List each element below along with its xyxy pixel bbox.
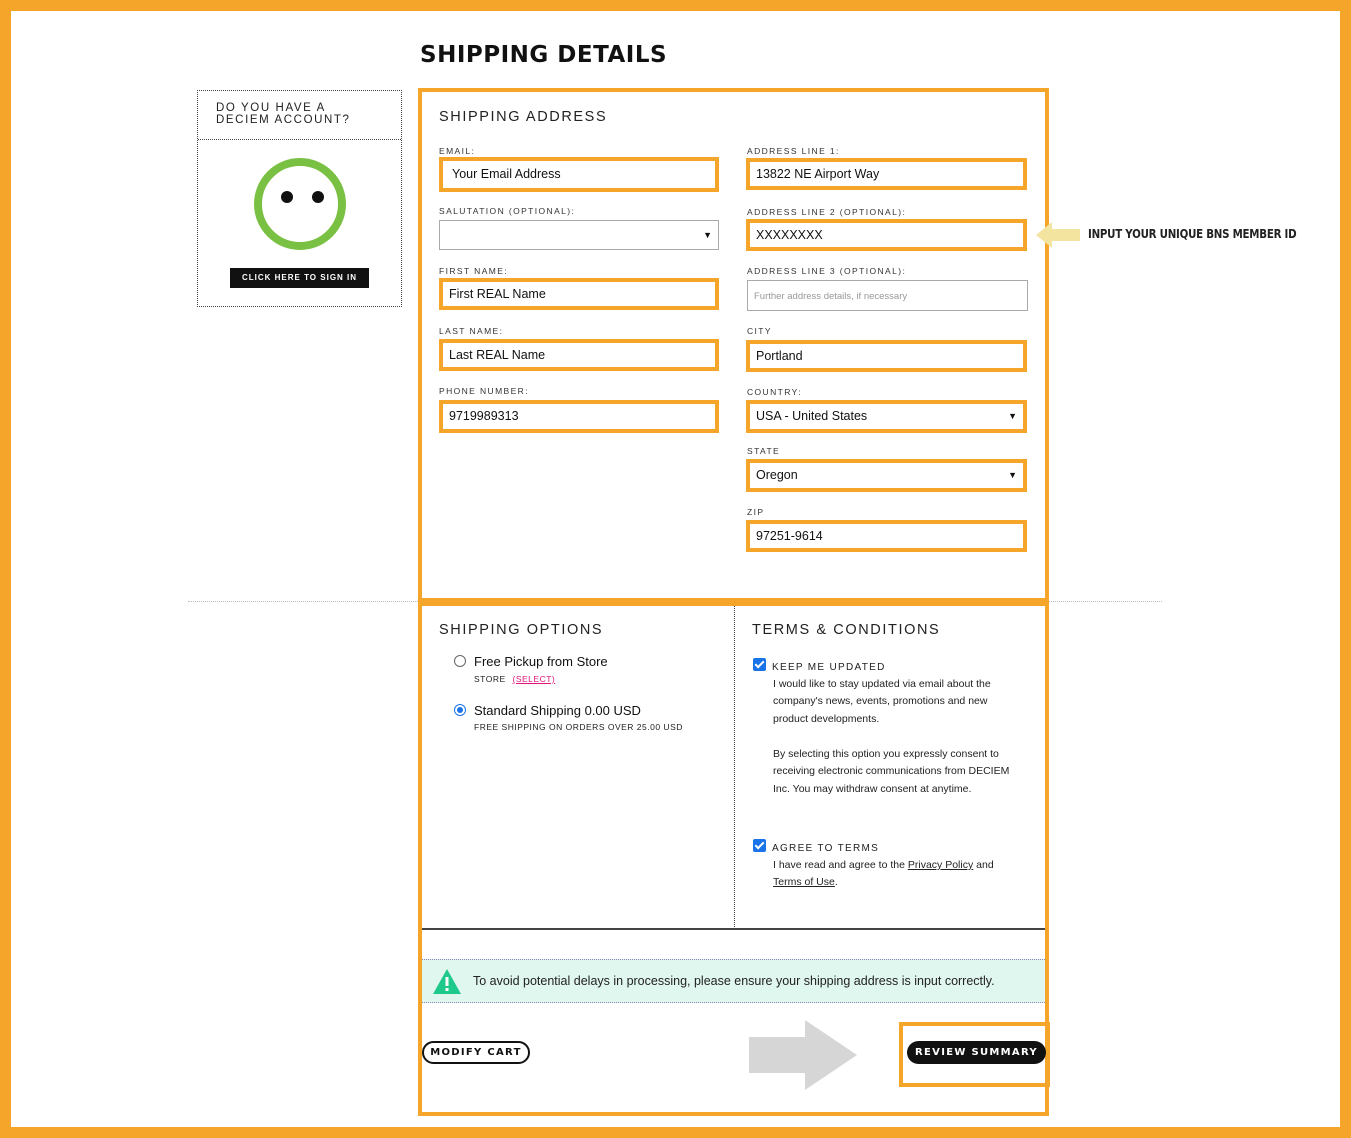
account-heading: DO YOU HAVE A DECIEM ACCOUNT? [198, 91, 401, 140]
standard-shipping-sub: FREE SHIPPING ON ORDERS OVER 25.00 USD [474, 722, 683, 732]
review-summary-button[interactable]: REVIEW SUMMARY [907, 1041, 1046, 1064]
member-id-hint: INPUT YOUR UNIQUE BNS MEMBER ID [1088, 226, 1297, 241]
arrow-right-icon [749, 1020, 857, 1090]
first-name-field[interactable]: First REAL Name [439, 278, 719, 310]
column-divider [734, 606, 735, 929]
city-label: CITY [747, 326, 772, 336]
pickup-radio[interactable] [454, 655, 466, 667]
page-title: SHIPPING DETAILS [420, 42, 668, 68]
smiley-icon [254, 158, 346, 250]
notice-text: To avoid potential delays in processing, please ensure your shipping address is input correctly. [473, 974, 995, 988]
standard-shipping-label: Standard Shipping 0.00 USD [474, 703, 641, 718]
keep-updated-title: KEEP ME UPDATED [772, 662, 886, 673]
shipping-address-title: SHIPPING ADDRESS [439, 109, 608, 125]
phone-label: PHONE NUMBER: [439, 386, 529, 396]
address-line1-label: ADDRESS LINE 1: [747, 146, 840, 156]
agree-prefix: I have read and agree to the [773, 859, 908, 871]
arrow-left-icon [1036, 222, 1080, 248]
agree-terms-checkbox[interactable] [753, 839, 766, 852]
last-name-field[interactable]: Last REAL Name [439, 339, 719, 371]
agree-and: and [973, 859, 994, 871]
agree-terms-text [773, 857, 1013, 892]
salutation-select[interactable] [439, 220, 719, 250]
modify-cart-button[interactable]: MODIFY CART [422, 1041, 530, 1064]
section-divider [422, 928, 1045, 930]
chevron-down-icon: ▼ [1008, 411, 1017, 421]
state-label: STATE [747, 446, 781, 456]
privacy-policy-link[interactable]: Privacy Policy [907, 859, 974, 871]
pickup-store-label: STORE [474, 674, 506, 684]
pickup-label: Free Pickup from Store [474, 654, 608, 669]
state-value: Oregon [756, 468, 798, 482]
address-notice [422, 959, 1045, 1003]
state-select[interactable] [746, 459, 1027, 492]
zip-label: ZIP [747, 507, 765, 517]
keep-updated-text: I would like to stay updated via email about the company's news, events, promotions and new product developments. [773, 678, 991, 725]
shipping-options-title: SHIPPING OPTIONS [439, 622, 604, 638]
country-value: USA - United States [756, 409, 868, 423]
salutation-label: SALUTATION (OPTIONAL): [439, 206, 576, 216]
eye-left [281, 191, 293, 203]
email-label: EMAIL: [439, 146, 476, 156]
address-line2-field[interactable]: XXXXXXXX [746, 219, 1027, 251]
country-select[interactable] [746, 400, 1027, 433]
consent-text: By selecting this option you expressly consent to receiving electronic communications from DECIEM Inc. You may withdraw consent at anytime. [773, 748, 1010, 795]
address-line1-field[interactable]: 13822 NE Airport Way [746, 158, 1027, 190]
chevron-down-icon: ▼ [703, 230, 712, 240]
pickup-sub [474, 674, 555, 684]
city-field[interactable]: Portland [746, 340, 1027, 372]
sign-in-button[interactable]: CLICK HERE TO SIGN IN [230, 268, 369, 288]
zip-field[interactable]: 97251-9614 [746, 520, 1027, 552]
terms-of-use-link[interactable]: Terms of Use [773, 876, 835, 889]
address-line2-label: ADDRESS LINE 2 (OPTIONAL): [747, 207, 907, 217]
agree-terms-title: AGREE TO TERMS [772, 843, 880, 854]
store-select-link[interactable]: (SELECT) [512, 674, 556, 684]
first-name-label: FIRST NAME: [439, 266, 509, 276]
address-line3-field[interactable]: Further address details, if necessary [747, 280, 1028, 311]
eye-right [312, 191, 324, 203]
warning-icon [433, 969, 461, 994]
phone-field[interactable]: 9719989313 [439, 400, 719, 433]
last-name-label: LAST NAME: [439, 326, 504, 336]
address-line3-label: ADDRESS LINE 3 (OPTIONAL): [747, 266, 907, 276]
account-panel [197, 90, 402, 307]
country-label: COUNTRY: [747, 387, 802, 397]
keep-updated-checkbox[interactable] [753, 658, 766, 671]
terms-title: TERMS & CONDITIONS [752, 622, 941, 638]
chevron-down-icon: ▼ [1008, 470, 1017, 480]
agree-suffix: . [834, 876, 838, 889]
email-field[interactable]: Your Email Address [439, 157, 719, 192]
standard-shipping-radio[interactable] [454, 704, 466, 716]
